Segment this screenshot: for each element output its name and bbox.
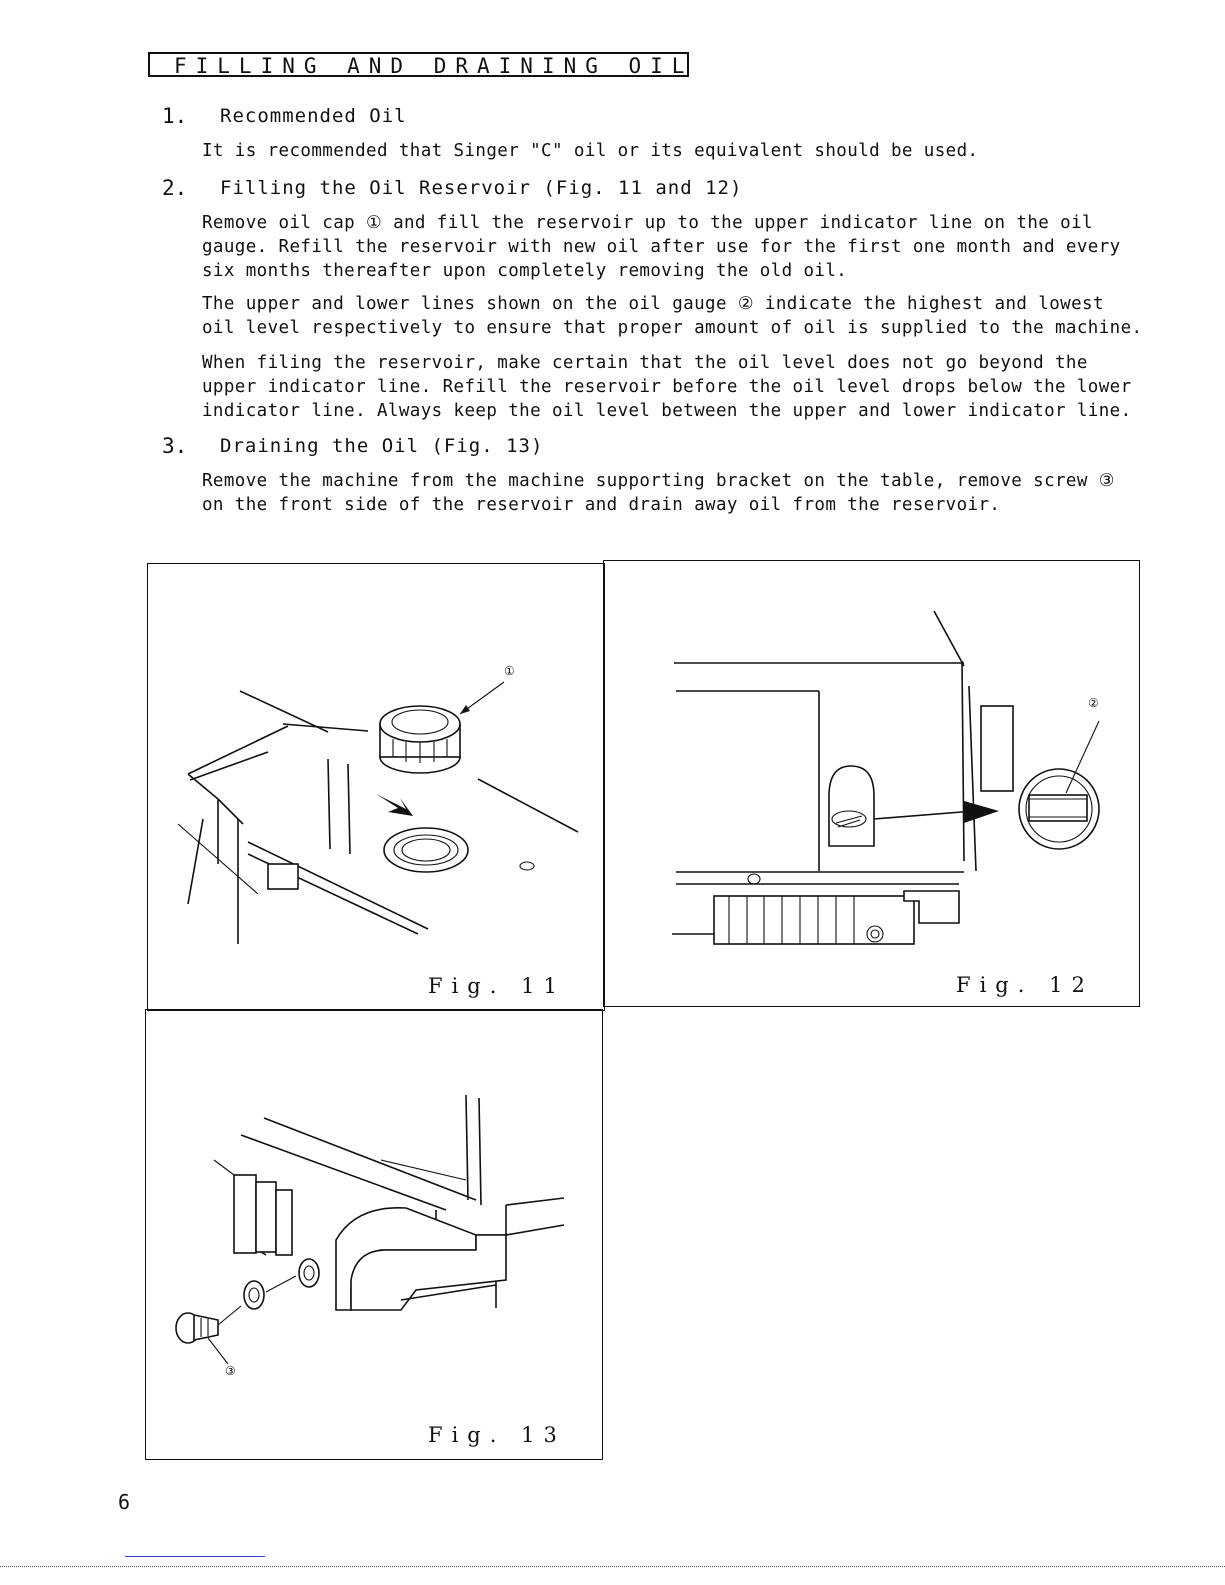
drain-screw-illustration: [146, 1010, 602, 1459]
figure-12-caption: Fig. 12: [956, 973, 1094, 997]
oil-cap-illustration: [148, 564, 604, 1010]
text-line: Remove the machine from the machine supporting bracket on the table, remove screw ③: [202, 471, 1115, 491]
text-line: Remove oil cap ① and fill the reservoir up to the upper indicator line on the oil: [202, 213, 1093, 233]
figure-12-panel: [603, 560, 1140, 1007]
section-1-title: Recommended Oil: [220, 105, 407, 127]
text-line: indicator line. Always keep the oil level between the upper and lower indicator line.: [202, 401, 1132, 421]
text-line: oil level respectively to ensure that proper amount of oil is supplied to the machine.: [202, 318, 1143, 338]
section-2-number: 2.: [162, 176, 188, 200]
section-2-paragraph-1: [202, 211, 1121, 283]
section-2-paragraph-3: [202, 351, 1132, 423]
text-line: The upper and lower lines shown on the oil gauge ② indicate the highest and lowest: [202, 294, 1104, 314]
section-2-paragraph-2: [202, 292, 1143, 340]
figure-13-panel: [145, 1009, 603, 1460]
figure-11-panel: [147, 563, 605, 1011]
section-3-text: [202, 469, 1115, 517]
page-bottom-rule: [0, 1566, 1225, 1567]
callout-3: ③: [225, 1364, 236, 1378]
section-1-text: [202, 139, 978, 163]
oil-gauge-illustration: [604, 561, 1139, 1006]
text-line: gauge. Refill the reservoir with new oil after use for the first one month and every: [202, 237, 1121, 257]
text-line: When filing the reservoir, make certain that the oil level does not go beyond the: [202, 353, 1088, 373]
section-1-number: 1.: [162, 104, 188, 128]
section-heading: FILLING AND DRAINING OIL: [148, 52, 689, 77]
section-3-title: Draining the Oil (Fig. 13): [220, 435, 544, 457]
figure-11-caption: Fig. 11: [428, 974, 566, 998]
text-line: It is recommended that Singer "C" oil or its equivalent should be used.: [202, 141, 979, 161]
figure-13-caption: Fig. 13: [428, 1423, 566, 1447]
text-line: upper indicator line. Refill the reservoir before the oil level drops below the lower: [202, 377, 1132, 397]
text-line: six months thereafter upon completely removing the old oil.: [202, 261, 848, 281]
text-line: on the front side of the reservoir and drain away oil from the reservoir.: [202, 495, 1001, 515]
callout-2: ②: [1088, 696, 1099, 710]
footer-divider: [125, 1556, 265, 1557]
callout-1: ①: [504, 664, 515, 678]
page-number: 6: [118, 1490, 131, 1514]
section-3-number: 3.: [162, 434, 188, 458]
section-2-title: Filling the Oil Reservoir (Fig. 11 and 12): [220, 177, 743, 199]
